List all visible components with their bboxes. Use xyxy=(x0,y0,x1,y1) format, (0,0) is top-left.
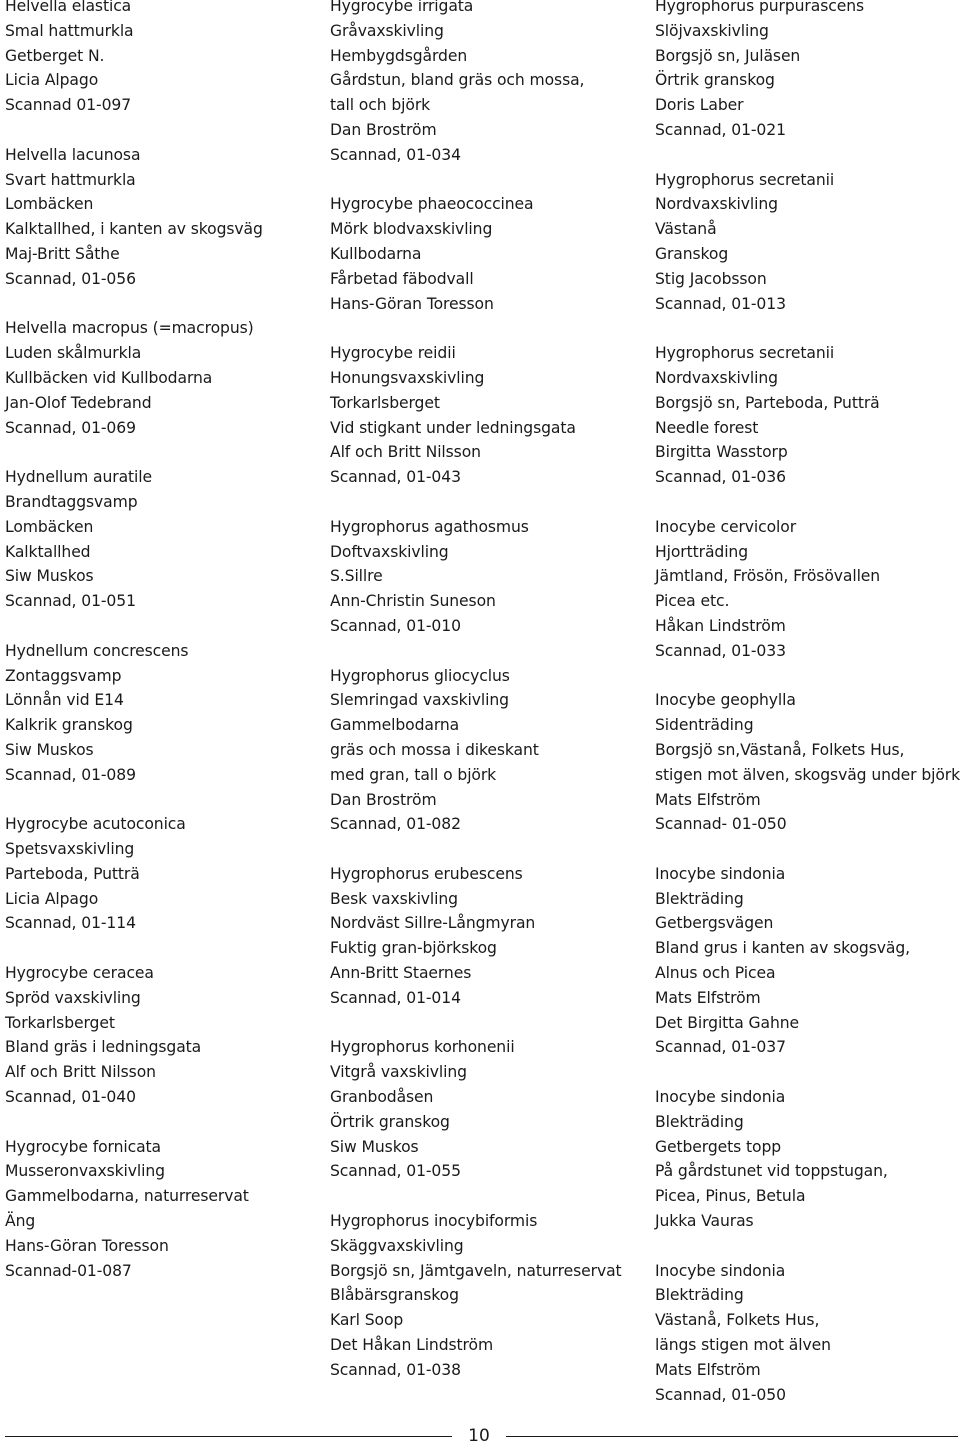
species-entry xyxy=(5,465,315,614)
entry-line: Blåbärsgranskog xyxy=(330,1286,459,1305)
entry-line: Scannad 01-097 xyxy=(5,96,132,115)
entry-line: med gran, tall o björk xyxy=(330,765,497,784)
entry-line: Ann-Christin Suneson xyxy=(330,592,496,611)
entry-line: Scannad, 01-021 xyxy=(655,120,786,139)
entry-line: Blekträding xyxy=(655,1112,744,1131)
entry-line: Granskog xyxy=(655,244,729,263)
column-2 xyxy=(330,0,640,1407)
species-entry xyxy=(655,0,955,143)
entry-line: Lombäcken xyxy=(5,517,94,536)
page-footer xyxy=(0,1424,960,1454)
entry-line: Fårbetad fäbodvall xyxy=(330,269,474,288)
entry-line: Hjortträding xyxy=(655,542,749,561)
entry-line: tall och björk xyxy=(330,96,431,115)
entry-line: Torkarlsberget xyxy=(5,1013,115,1032)
species-entry xyxy=(655,1259,955,1408)
entry-line: Scannad, 01-040 xyxy=(5,1088,136,1107)
species-name: Hygrocybe fornicata xyxy=(5,1137,161,1156)
entry-line: Kalktallhed xyxy=(5,542,91,561)
species-entry xyxy=(655,515,955,664)
entry-line: Skäggvaxskivling xyxy=(330,1236,464,1255)
entry-line: Nordvaxskivling xyxy=(655,195,778,214)
entry-line: Scannad-01-087 xyxy=(5,1261,132,1280)
species-name: Inocybe sindonia xyxy=(655,1261,786,1280)
species-entry xyxy=(5,316,315,440)
entry-line: Scannad, 01-051 xyxy=(5,592,136,611)
entry-line: Gårdstun, bland gräs och mossa, xyxy=(330,71,585,90)
entry-line: Borgsjö sn, Parteboda, Putträ xyxy=(655,393,880,412)
entry-line: Musseronvaxskivling xyxy=(5,1162,165,1181)
species-entry xyxy=(330,192,640,316)
entry-line: Dan Broström xyxy=(330,790,437,809)
entry-line: Örtrik granskog xyxy=(655,71,775,90)
species-name: Hygrophorus korhonenii xyxy=(330,1038,515,1057)
entry-line: Vid stigkant under ledningsgata xyxy=(330,418,576,437)
entry-line: Picea, Pinus, Betula xyxy=(655,1187,806,1206)
entry-line: Borgsjö sn,Västanå, Folkets Hus, xyxy=(655,740,905,759)
species-name: Hygrophorus secretanii xyxy=(655,170,835,189)
entry-line: Mörk blodvaxskivling xyxy=(330,220,493,239)
entry-line: Mats Elfström xyxy=(655,790,761,809)
entry-line: Västanå, Folkets Hus, xyxy=(655,1311,820,1330)
entry-line: Scannad, 01-033 xyxy=(655,641,786,660)
species-entry xyxy=(330,341,640,490)
entry-line: Doftvaxskivling xyxy=(330,542,449,561)
entry-line: Scannad, 01-034 xyxy=(330,145,461,164)
entry-line: Alf och Britt Nilsson xyxy=(330,443,481,462)
entry-line: Kalktallhed, i kanten av skogsväg xyxy=(5,220,263,239)
entry-line: Scannad, 01-013 xyxy=(655,294,786,313)
entry-line: Scannad, 01-082 xyxy=(330,815,461,834)
species-name: Hygrocybe acutoconica xyxy=(5,815,186,834)
entry-line: Svart hattmurkla xyxy=(5,170,136,189)
species-name: Hygrocybe phaeococcinea xyxy=(330,195,534,214)
entry-line: Scannad, 01-043 xyxy=(330,468,461,487)
entry-line: På gårdstunet vid toppstugan, xyxy=(655,1162,888,1181)
entry-line: Granbodåsen xyxy=(330,1088,434,1107)
species-name: Hygrocybe ceracea xyxy=(5,964,154,983)
entry-line: Borgsjö sn, Jämtgaveln, naturreservat xyxy=(330,1261,622,1280)
entry-line: Scannad, 01-014 xyxy=(330,988,461,1007)
entry-line: Kalkrik granskog xyxy=(5,716,133,735)
entry-line: Håkan Lindström xyxy=(655,616,786,635)
entry-line: Västanå xyxy=(655,220,717,239)
entry-line: Licia Alpago xyxy=(5,889,99,908)
entry-line: Blekträding xyxy=(655,889,744,908)
entry-line: Nordväst Sillre-Långmyran xyxy=(330,914,536,933)
entry-line: Det Birgitta Gahne xyxy=(655,1013,800,1032)
species-entry xyxy=(330,1035,640,1184)
entry-line: Nordvaxskivling xyxy=(655,368,778,387)
footer-rule-right xyxy=(506,1436,958,1437)
entry-line: Torkarlsberget xyxy=(330,393,440,412)
entry-line: Ann-Britt Staernes xyxy=(330,964,472,983)
entry-line: Blekträding xyxy=(655,1286,744,1305)
column-1 xyxy=(5,0,315,1308)
entry-line: Vitgrå vaxskivling xyxy=(330,1063,467,1082)
entry-line: Honungsvaxskivling xyxy=(330,368,485,387)
entry-line: Smal hattmurkla xyxy=(5,21,134,40)
entry-line: Karl Soop xyxy=(330,1311,404,1330)
entry-line: Scannad, 01-069 xyxy=(5,418,136,437)
species-entry xyxy=(5,0,315,118)
entry-line: Dan Broström xyxy=(330,120,437,139)
entry-line: Sidenträding xyxy=(655,716,754,735)
species-entry xyxy=(5,812,315,936)
entry-line: Hembygdsgården xyxy=(330,46,468,65)
entry-line: Hans-Göran Toresson xyxy=(5,1236,169,1255)
species-entry xyxy=(330,664,640,838)
entry-line: S.Sillre xyxy=(330,567,383,586)
entry-line: Scannad, 01-037 xyxy=(655,1038,786,1057)
entry-line: Brandtaggsvamp xyxy=(5,492,138,511)
column-3 xyxy=(655,0,960,1432)
entry-line: Alnus och Picea xyxy=(655,964,776,983)
entry-line: Scannad, 01-055 xyxy=(330,1162,461,1181)
entry-line: Hans-Göran Toresson xyxy=(330,294,494,313)
species-name: Inocybe sindonia xyxy=(655,864,786,883)
species-name: Inocybe cervicolor xyxy=(655,517,797,536)
entry-line: Scannad, 01-056 xyxy=(5,269,136,288)
species-name: Inocybe sindonia xyxy=(655,1088,786,1107)
species-entry xyxy=(330,1209,640,1383)
species-name: Hygrophorus erubescens xyxy=(330,864,523,883)
species-entry xyxy=(330,862,640,1011)
species-entry xyxy=(330,515,640,639)
species-name: Helvella lacunosa xyxy=(5,145,141,164)
species-name: Hydnellum concrescens xyxy=(5,641,189,660)
entry-line: Scannad, 01-038 xyxy=(330,1360,461,1379)
entry-line: Slöjvaxskivling xyxy=(655,21,769,40)
species-entry xyxy=(5,961,315,1110)
entry-line: Birgitta Wasstorp xyxy=(655,443,788,462)
entry-line: Scannad, 01-010 xyxy=(330,616,461,635)
entry-line: längs stigen mot älven xyxy=(655,1336,831,1355)
entry-line: Gammelbodarna xyxy=(330,716,460,735)
entry-line: Slemringad vaxskivling xyxy=(330,691,509,710)
entry-line: Scannad- 01-050 xyxy=(655,815,787,834)
species-name: Hygrophorus inocybiformis xyxy=(330,1212,538,1231)
entry-line: Det Håkan Lindström xyxy=(330,1336,494,1355)
entry-line: Jan-Olof Tedebrand xyxy=(5,393,152,412)
entry-line: Jukka Vauras xyxy=(655,1212,754,1231)
entry-line: Spröd vaxskivling xyxy=(5,988,141,1007)
entry-line: Mats Elfström xyxy=(655,1360,761,1379)
species-name: Helvella macropus (=macropus) xyxy=(5,319,254,338)
page-number: 10 xyxy=(468,1426,490,1446)
species-name: Helvella elastica xyxy=(5,0,132,15)
species-entry xyxy=(5,143,315,292)
entry-line: Örtrik granskog xyxy=(330,1112,450,1131)
entry-line: Getbergets topp xyxy=(655,1137,782,1156)
entry-line: Kullbäcken vid Kullbodarna xyxy=(5,368,213,387)
species-name: Hygrophorus purpurascens xyxy=(655,0,864,15)
species-name: Hydnellum auratile xyxy=(5,468,153,487)
species-name: Hygrophorus secretanii xyxy=(655,344,835,363)
entry-line: Luden skålmurkla xyxy=(5,344,142,363)
entry-line: Lönnån vid E14 xyxy=(5,691,124,710)
species-entry xyxy=(655,1085,955,1234)
species-name: Hygrophorus gliocyclus xyxy=(330,666,510,685)
entry-line: Scannad, 01-089 xyxy=(5,765,136,784)
entry-line: Zontaggsvamp xyxy=(5,666,122,685)
species-entry xyxy=(5,1135,315,1284)
species-entry xyxy=(655,688,960,837)
entry-line: Siw Muskos xyxy=(5,740,94,759)
entry-line: Needle forest xyxy=(655,418,759,437)
species-name: Hygrocybe reidii xyxy=(330,344,456,363)
species-entry xyxy=(655,862,955,1060)
species-entry xyxy=(655,168,955,317)
footer-rule-left xyxy=(5,1436,452,1437)
species-entry xyxy=(330,0,640,168)
entry-line: Spetsvaxskivling xyxy=(5,840,135,859)
entry-line: Siw Muskos xyxy=(330,1137,419,1156)
entry-line: Doris Laber xyxy=(655,96,744,115)
entry-line: Kullbodarna xyxy=(330,244,422,263)
entry-line: Besk vaxskivling xyxy=(330,889,458,908)
entry-line: Licia Alpago xyxy=(5,71,99,90)
entry-line: Gammelbodarna, naturreservat xyxy=(5,1187,249,1206)
entry-line: Scannad, 01-036 xyxy=(655,468,786,487)
entry-line: Getbergsvägen xyxy=(655,914,774,933)
entry-line: Lombäcken xyxy=(5,195,94,214)
entry-line: Alf och Britt Nilsson xyxy=(5,1063,156,1082)
entry-line: Mats Elfström xyxy=(655,988,761,1007)
entry-line: Jämtland, Frösön, Frösövallen xyxy=(655,567,881,586)
entry-line: Stig Jacobsson xyxy=(655,269,767,288)
species-entry xyxy=(655,341,955,490)
species-name: Hygrocybe irrigata xyxy=(330,0,474,15)
entry-line: Getberget N. xyxy=(5,46,105,65)
species-name: Inocybe geophylla xyxy=(655,691,796,710)
entry-line: Picea etc. xyxy=(655,592,730,611)
entry-line: Borgsjö sn, Juläsen xyxy=(655,46,801,65)
entry-line: Gråvaxskivling xyxy=(330,21,444,40)
entry-line: Siw Muskos xyxy=(5,567,94,586)
entry-line: Scannad, 01-050 xyxy=(655,1385,786,1404)
entry-line: Bland gräs i ledningsgata xyxy=(5,1038,202,1057)
entry-line: Maj-Britt Såthe xyxy=(5,244,120,263)
species-entry xyxy=(5,639,315,788)
entry-line: Scannad, 01-114 xyxy=(5,914,136,933)
entry-line: stigen mot älven, skogsväg under björk xyxy=(655,765,960,784)
entry-line: Bland grus i kanten av skogsväg, xyxy=(655,939,910,958)
entry-line: Fuktig gran-björkskog xyxy=(330,939,497,958)
entry-line: gräs och mossa i dikeskant xyxy=(330,740,539,759)
entry-line: Äng xyxy=(5,1212,36,1231)
entry-line: Parteboda, Putträ xyxy=(5,864,140,883)
species-name: Hygrophorus agathosmus xyxy=(330,517,529,536)
